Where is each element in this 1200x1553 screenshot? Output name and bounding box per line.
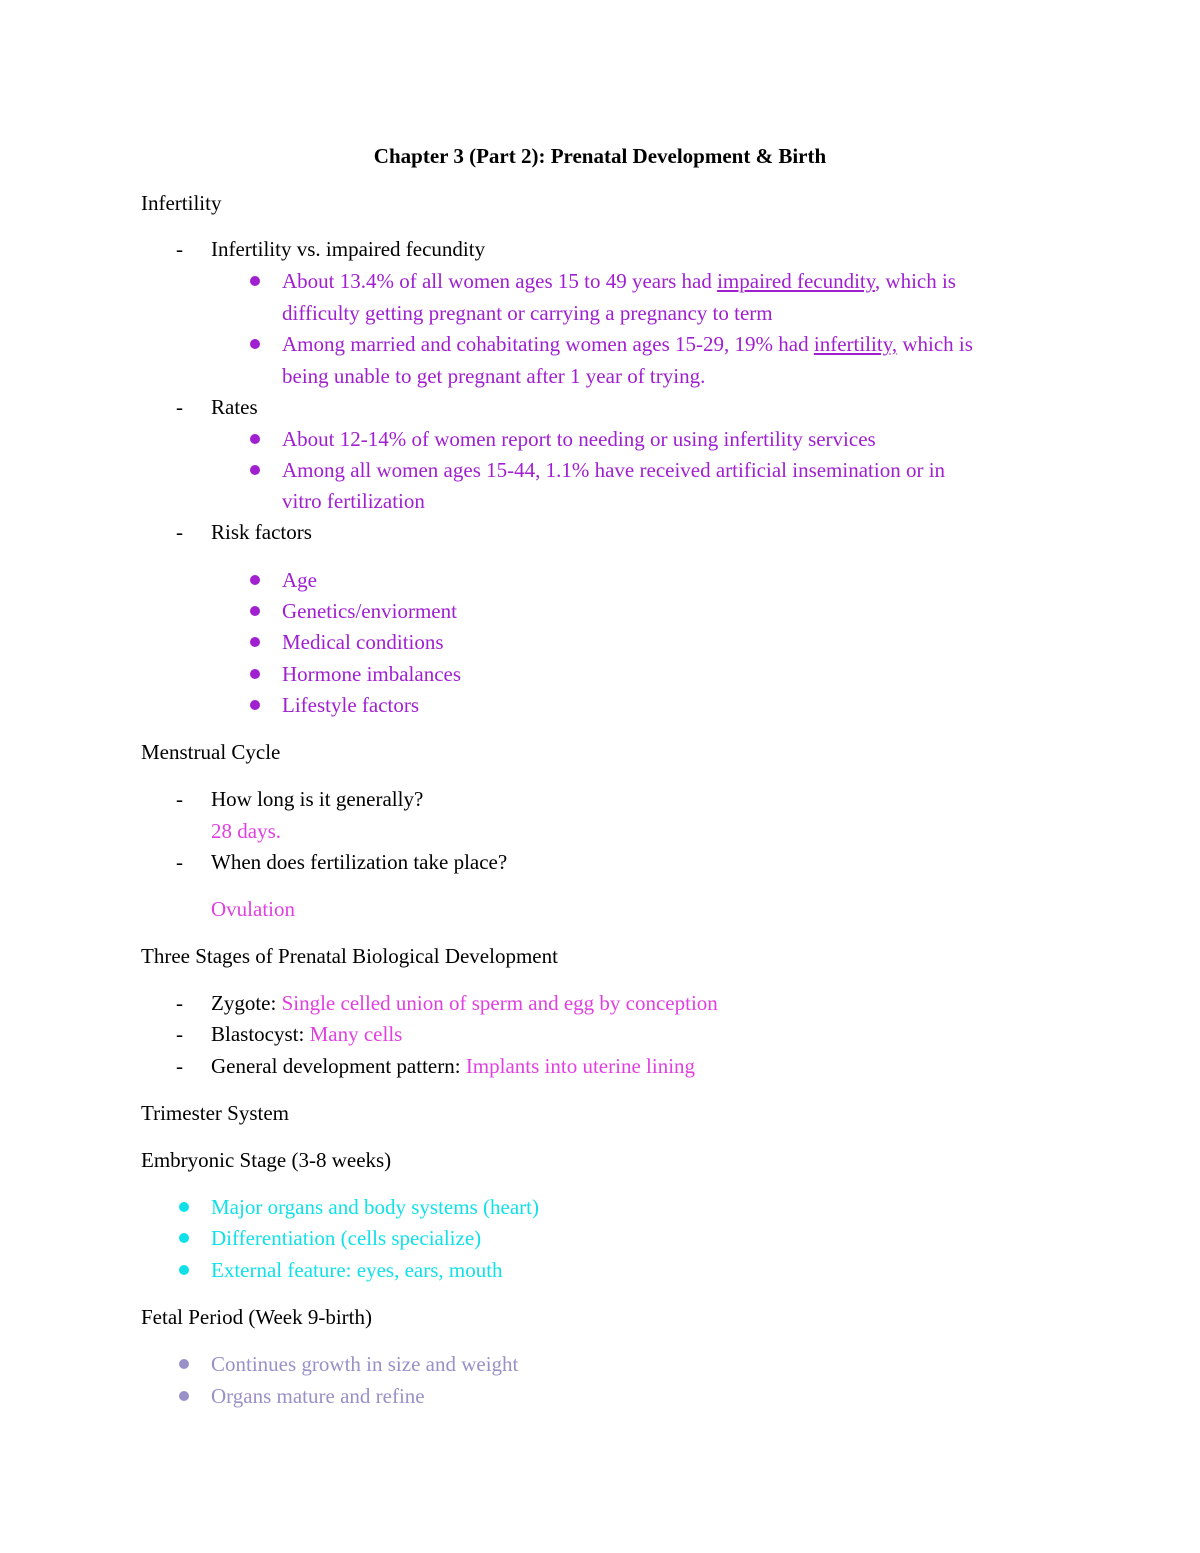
dash-bullet: - xyxy=(176,850,183,874)
list-item-rates: Rates xyxy=(211,395,258,419)
list-item-continuation: vitro fertilization xyxy=(282,489,425,513)
bullet-dot xyxy=(250,637,260,647)
list-item-infertility-rate: Among married and cohabitating women ages 15-29, 19% had infertility, which is xyxy=(282,332,973,356)
list-item-risk: Medical conditions xyxy=(282,630,444,654)
section-heading-embryonic: Embryonic Stage (3-8 weeks) xyxy=(141,1148,392,1172)
dash-bullet: - xyxy=(176,1022,183,1046)
dash-bullet: - xyxy=(176,991,183,1015)
list-item-risk: Hormone imbalances xyxy=(282,662,462,686)
section-heading-fetal: Fetal Period (Week 9-birth) xyxy=(141,1305,372,1329)
list-item-impaired-fecundity: About 13.4% of all women ages 15 to 49 years had impaired fecundity, which is xyxy=(282,269,956,293)
list-item-risk: Genetics/enviorment xyxy=(282,599,457,623)
term-impaired-fecundity: impaired fecundity xyxy=(717,269,875,293)
list-item-continuation: being unable to get pregnant after 1 year of trying. xyxy=(282,364,706,388)
bullet-dot xyxy=(250,339,260,349)
list-item-continuation: difficulty getting pregnant or carrying a pregnancy to term xyxy=(282,301,773,325)
dash-bullet: - xyxy=(176,787,183,811)
page-title: Chapter 3 (Part 2): Prenatal Development & Birth xyxy=(373,144,827,168)
list-item-rates-1: About 12-14% of women report to needing or using infertility services xyxy=(282,427,876,451)
bullet-dot xyxy=(179,1265,189,1275)
question-cycle-length: How long is it generally? xyxy=(211,787,424,811)
answer-cycle-length: 28 days. xyxy=(211,819,281,843)
bullet-dot xyxy=(179,1202,189,1212)
bullet-dot xyxy=(250,575,260,585)
bullet-dot xyxy=(250,276,260,286)
answer-fertilization: Ovulation xyxy=(211,897,295,921)
list-item-risk: Age xyxy=(282,568,317,592)
dash-bullet: - xyxy=(176,237,183,261)
section-heading-infertility: Infertility xyxy=(141,191,222,215)
bullet-dot xyxy=(250,606,260,616)
bullet-dot xyxy=(250,669,260,679)
list-item-risk: Lifestyle factors xyxy=(282,693,420,717)
list-item-fetal: Continues growth in size and weight xyxy=(211,1352,519,1376)
list-item-zygote: Zygote: Single celled union of sperm and egg by conception xyxy=(211,991,718,1015)
bullet-dot xyxy=(179,1233,189,1243)
term-infertility: infertility, xyxy=(813,332,898,356)
list-item-risk-factors: Risk factors xyxy=(211,520,312,544)
list-item-general-pattern: General development pattern: Implants into uterine lining xyxy=(211,1054,696,1078)
dash-bullet: - xyxy=(176,1054,183,1078)
list-item-fetal: Organs mature and refine xyxy=(211,1384,425,1408)
list-item-embryonic: Major organs and body systems (heart) xyxy=(211,1195,539,1219)
bullet-dot xyxy=(250,700,260,710)
bullet-dot xyxy=(179,1391,189,1401)
section-heading-menstrual: Menstrual Cycle xyxy=(141,740,281,764)
bullet-dot xyxy=(179,1359,189,1369)
dash-bullet: - xyxy=(176,395,183,419)
list-item-rates-2: Among all women ages 15-44, 1.1% have received artificial insemination or in xyxy=(282,458,946,482)
list-item-embryonic: External feature: eyes, ears, mouth xyxy=(211,1258,503,1282)
bullet-dot xyxy=(250,465,260,475)
list-item-blastocyst: Blastocyst: Many cells xyxy=(211,1022,403,1046)
list-item-embryonic: Differentiation (cells specialize) xyxy=(211,1226,482,1250)
question-fertilization: When does fertilization take place? xyxy=(211,850,508,874)
list-item-infertility-vs: Infertility vs. impaired fecundity xyxy=(211,237,486,261)
bullet-dot xyxy=(250,434,260,444)
section-heading-stages: Three Stages of Prenatal Biological Development xyxy=(141,944,558,968)
dash-bullet: - xyxy=(176,520,183,544)
section-heading-trimester: Trimester System xyxy=(141,1101,289,1125)
